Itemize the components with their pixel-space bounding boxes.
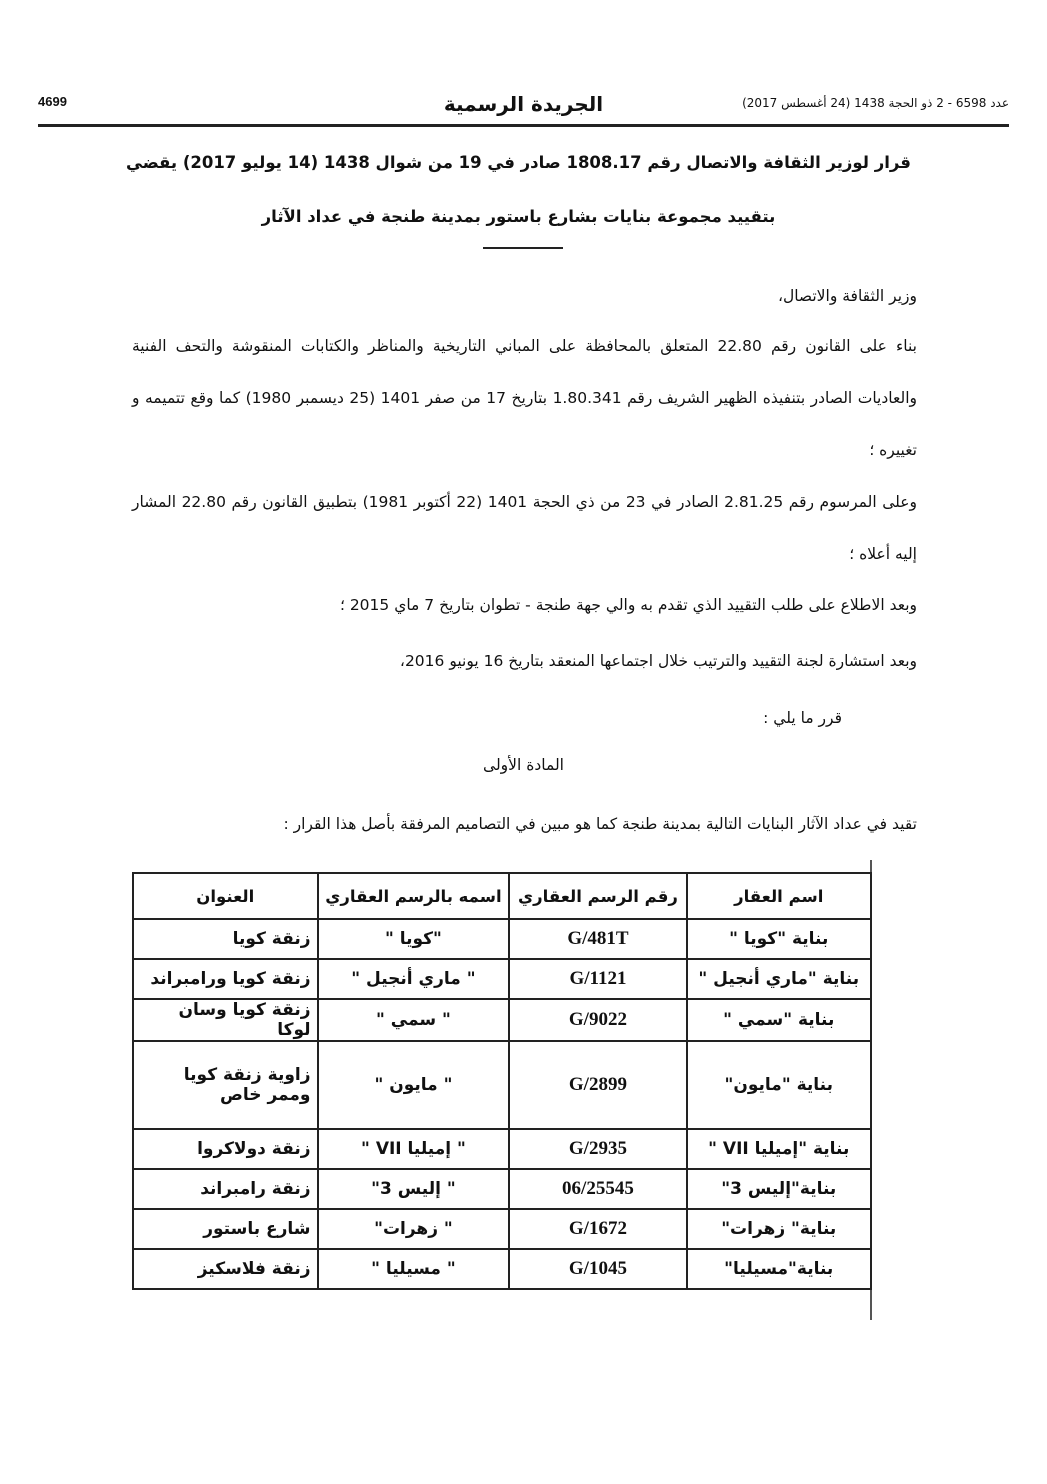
cell-title-name: " ماري أنجيل " <box>318 959 510 999</box>
cell-title-number: 06/25545 <box>509 1169 686 1209</box>
cell-title-number: G/9022 <box>509 999 686 1041</box>
buildings-table-wrapper <box>132 872 872 1290</box>
consult-recital: وبعد استشارة لجنة التقييد والترتيب خلال اجتماعها المنعقد بتاريخ 16 يونيو 2016، <box>399 652 917 670</box>
cell-property-name: بناية "إميليا VII " <box>687 1129 872 1169</box>
article-text: تقيد في عداد الآثار البنايات التالية بمدينة طنجة كما هو مبين في التصاميم المرفقة بأصل هذا القرار : <box>283 815 917 833</box>
gazette-title: الجريدة الرسمية <box>443 92 604 116</box>
cell-property-name: بناية" زهرات" <box>687 1209 872 1249</box>
header-address: العنوان <box>133 873 318 919</box>
cell-title-name: " إليس 3" <box>318 1169 510 1209</box>
cell-address: زنقة كويا وسان لوكا <box>133 999 318 1041</box>
cell-address: زنقة كويا ورامبراند <box>133 959 318 999</box>
cell-title-name: " مسيليا " <box>318 1249 510 1289</box>
article-title: المادة الأولى <box>483 756 564 774</box>
decree-title-line-2: بتقييد مجموعة بنايات بشارع باستور بمدينة طنجة في عداد الآثار <box>261 207 776 226</box>
minister-line: وزير الثقافة والاتصال، <box>777 287 917 305</box>
cell-property-name: بناية "سمي " <box>687 999 872 1041</box>
page-header <box>38 92 1009 127</box>
cell-title-number: G/2935 <box>509 1129 686 1169</box>
header-title-number: رقم الرسم العقاري <box>509 873 686 919</box>
cell-address: زنقة دولاكروا <box>133 1129 318 1169</box>
cell-address: شارع باستور <box>133 1209 318 1249</box>
decree-title <box>120 136 917 244</box>
decree-recital: وعلى المرسوم رقم 2.81.25 الصادر في 23 من ذي الحجة 1401 (22 أكتوبر 1981) بتطبيق القانون رقم 22.80 المشار إليه أعلاه ؛ <box>132 493 917 563</box>
table-row <box>133 959 871 999</box>
request-recital: وبعد الاطلاع على طلب التقييد الذي تقدم به والي جهة طنجة - تطوان بتاريخ 7 ماي 2015 ؛ <box>339 596 917 614</box>
cell-title-number: G/1672 <box>509 1209 686 1249</box>
decided-line: قرر ما يلي : <box>763 709 842 727</box>
table-row <box>133 1041 871 1129</box>
table-row <box>133 999 871 1041</box>
table-header-row <box>133 873 871 919</box>
page-number: 4699 <box>38 94 67 109</box>
cell-title-name: " سمي " <box>318 999 510 1041</box>
cell-title-number: G/1121 <box>509 959 686 999</box>
table-row <box>133 1209 871 1249</box>
cell-title-name: "كويا " <box>318 919 510 959</box>
buildings-table <box>132 872 872 1290</box>
title-divider <box>483 247 563 249</box>
cell-address: زنقة فلاسكيز <box>133 1249 318 1289</box>
table-row <box>133 1129 871 1169</box>
cell-title-name: " إميليا VII " <box>318 1129 510 1169</box>
cell-property-name: بناية"مسيليا" <box>687 1249 872 1289</box>
cell-address: زاوية زنقة كويا وممر خاص <box>133 1041 318 1129</box>
cell-title-name: " مايون " <box>318 1041 510 1129</box>
header-property-name: اسم العقار <box>687 873 872 919</box>
cell-title-number: G/2899 <box>509 1041 686 1129</box>
cell-title-number: G/481T <box>509 919 686 959</box>
cell-title-name: " زهرات" <box>318 1209 510 1249</box>
table-row <box>133 919 871 959</box>
cell-property-name: بناية "كويا " <box>687 919 872 959</box>
issue-info: عدد 6598 - 2 ذو الحجة 1438 (24 أغسطس 2017) <box>742 96 1009 110</box>
law-recital: بناء على القانون رقم 22.80 المتعلق بالمحافظة على المباني التاريخية والمناظر والكتابات المنقوشة والتحف الفنية والعاديات الصادر بتنفيذه الظهير الشريف رقم 1.80.341 بتاريخ 17 من صفر 1401 (25 ديسمبر 1980) كما وقع تتميمه و تغييره ؛ <box>132 337 917 459</box>
cell-address: زنقة كويا <box>133 919 318 959</box>
table-row <box>133 1249 871 1289</box>
cell-title-number: G/1045 <box>509 1249 686 1289</box>
decree-title-line-1: قرار لوزير الثقافة والاتصال رقم 1808.17 صادر في 19 من شوال 1438 (14 يوليو 2017) يقضي <box>126 153 911 172</box>
cell-property-name: بناية "ماري أنجيل " <box>687 959 872 999</box>
cell-property-name: بناية "مايون" <box>687 1041 872 1129</box>
cell-address: زنقة رامبراند <box>133 1169 318 1209</box>
table-row <box>133 1169 871 1209</box>
cell-property-name: بناية"إليس 3" <box>687 1169 872 1209</box>
header-title-name: اسمه بالرسم العقاري <box>318 873 510 919</box>
